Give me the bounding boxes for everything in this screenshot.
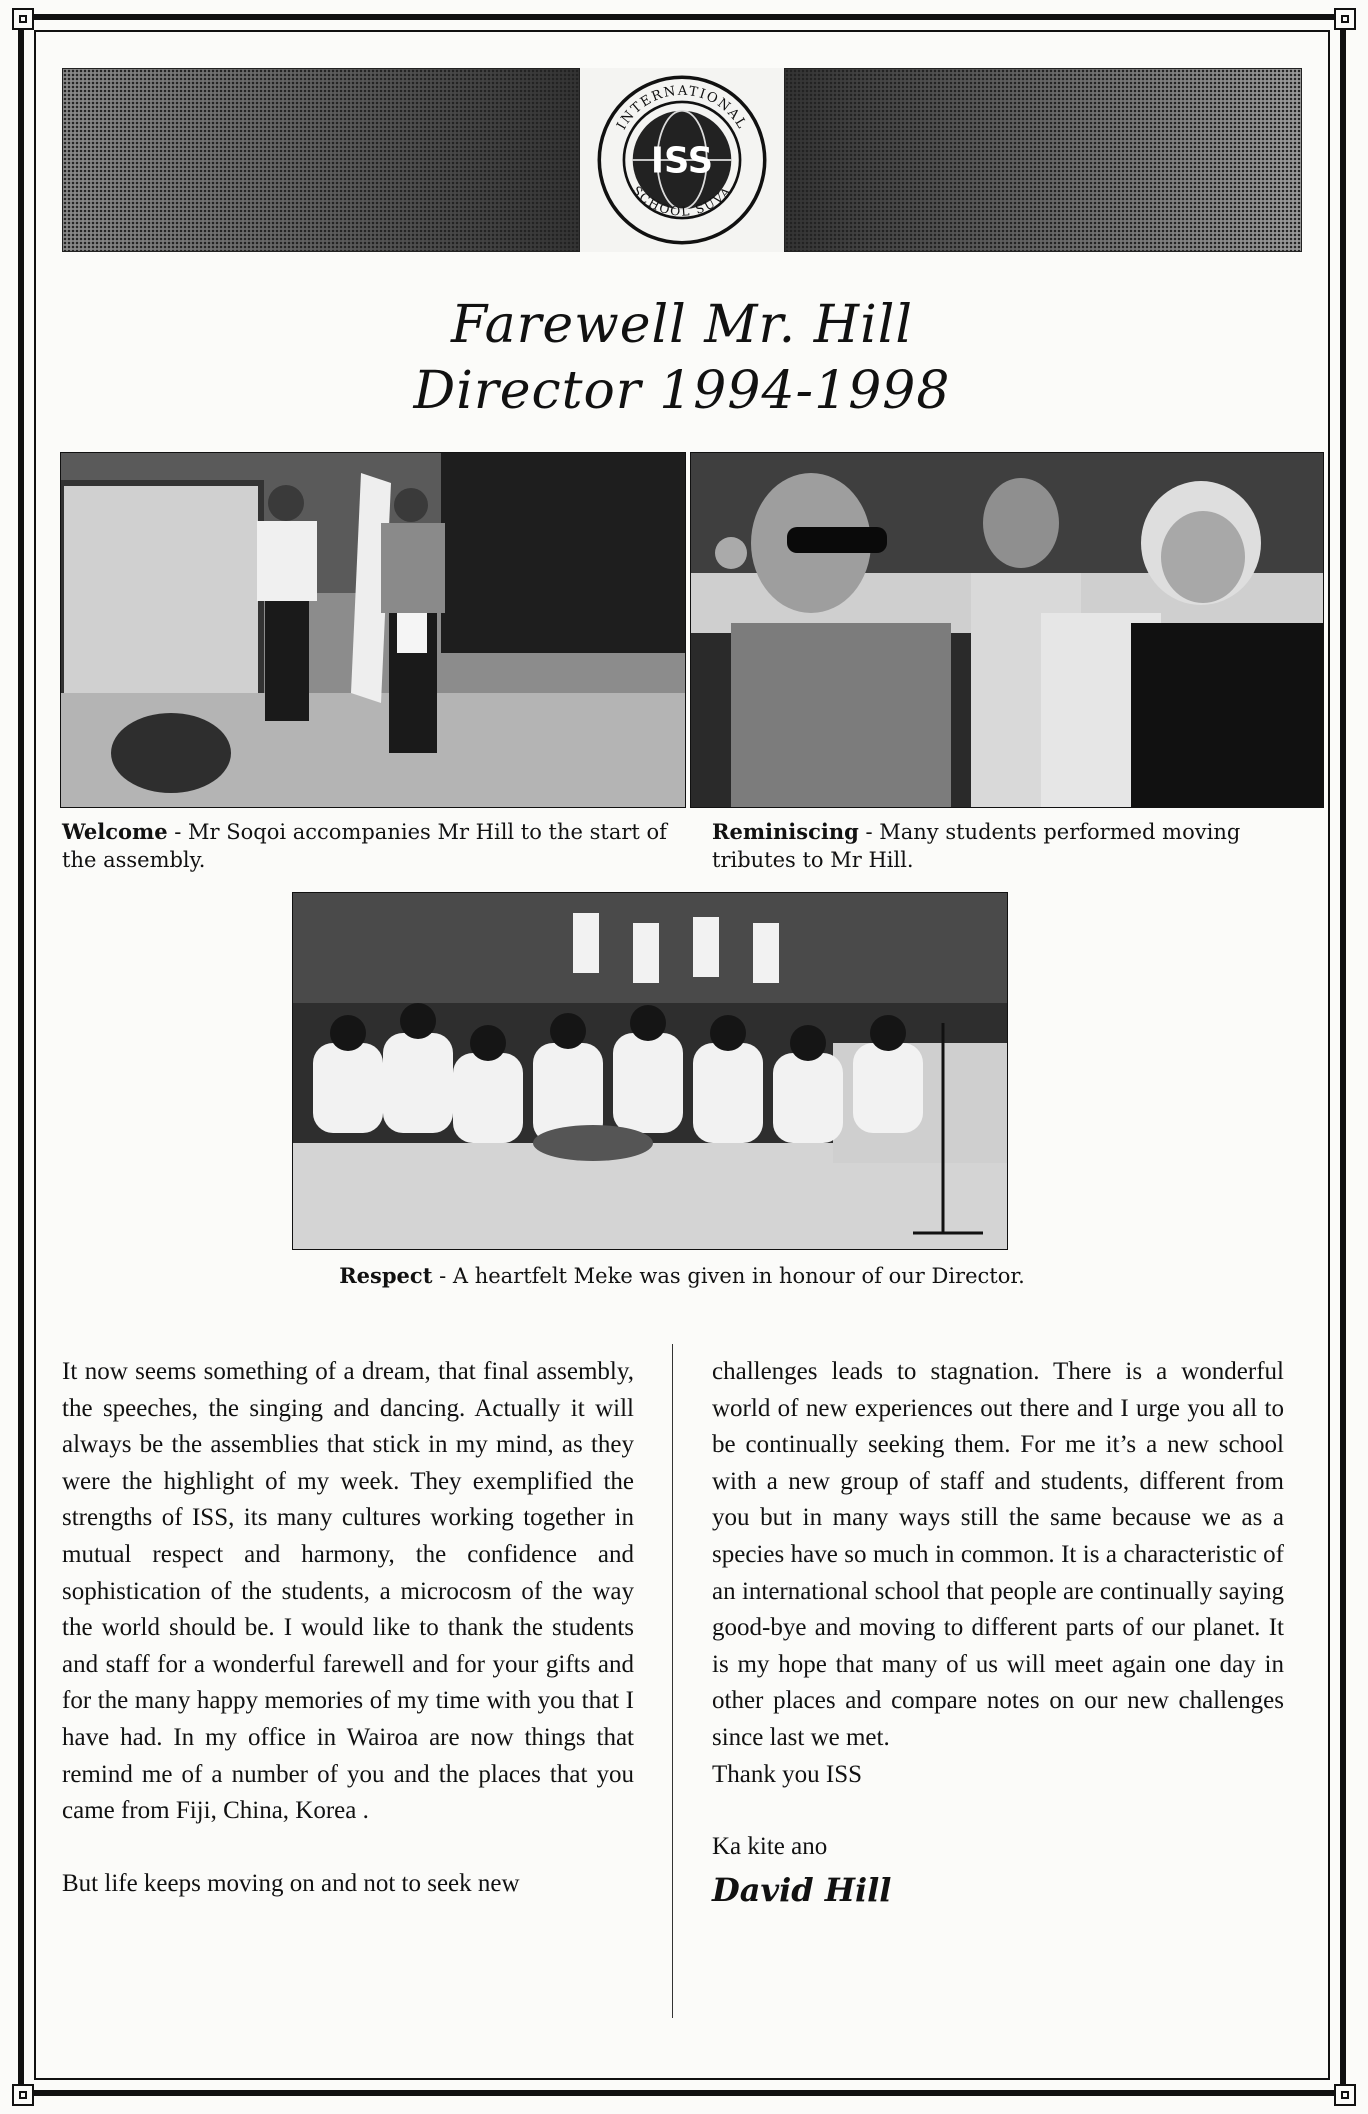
caption-text: - Mr Soqoi accompanies Mr Hill to the start of the assembly. bbox=[62, 820, 667, 872]
letter-column-left bbox=[62, 1354, 634, 1902]
title-line-1: Farewell Mr. Hill bbox=[451, 295, 913, 355]
column-divider bbox=[672, 1344, 673, 2018]
logo-top-text: INTERNATIONAL bbox=[614, 83, 750, 133]
caption-lead: Respect bbox=[339, 1263, 433, 1288]
banner-texture-right bbox=[784, 68, 1302, 252]
letter-column-right bbox=[712, 1354, 1284, 1908]
photo-respect bbox=[292, 892, 1008, 1250]
logo-center-text: ISS bbox=[650, 140, 714, 182]
header-banner bbox=[62, 68, 1302, 252]
caption-lead: Reminiscing bbox=[712, 819, 859, 844]
school-logo bbox=[580, 68, 784, 252]
photo-welcome bbox=[60, 452, 686, 808]
corner-ornament bbox=[1334, 2084, 1356, 2106]
article-title bbox=[62, 292, 1302, 424]
caption-text: - Many students performed moving tributes to Mr Hill. bbox=[712, 820, 1241, 872]
banner-texture-left bbox=[62, 68, 580, 252]
corner-ornament bbox=[1334, 8, 1356, 30]
title-line-2: Director 1994-1998 bbox=[413, 361, 951, 421]
caption-text: - A heartfelt Meke was given in honour of our Director. bbox=[432, 1264, 1025, 1288]
photo-reminiscing bbox=[690, 452, 1324, 808]
caption-welcome bbox=[62, 818, 682, 874]
school-crest-icon bbox=[594, 72, 770, 248]
letter-closing: Ka kite ano bbox=[712, 1833, 828, 1861]
caption-lead: Welcome bbox=[62, 819, 168, 844]
caption-respect bbox=[62, 1262, 1302, 1290]
letter-paragraph: It now seems something of a dream, that final assembly, the speeches, the singing and dancing. Actually it will always be the assemblies that stick in my mind, as they were the highlight of my week. They exemplified the strengths of ISS, its many cultures working together in mutual respect and harmony, the confidence and sophistication of the students, a microcosm of the way the world should be. I would like to thank the students and staff for a wonderful farewell and for your gifts and for the many happy memories of my time with you that I have had. In my office in Wairoa are now things that remind me of a number of you and the places that you came from Fiji, China, Korea . bbox=[62, 1358, 634, 1825]
corner-ornament bbox=[12, 2084, 34, 2106]
logo-bottom-text: SCHOOL SUVA bbox=[629, 183, 735, 219]
letter-paragraph: challenges leads to stagnation. There is a wonderful world of new experiences out there and I urge you all to be continually seeking them. For me it’s a new school with a new group of staff and students, different from you but in many ways still the same because we as a species have so much in common. It is a characteristic of an international school that people are continually saying good-bye and moving to different parts of our planet. It is my hope that many of us will meet again one day in other places and compare notes on our new challenges since last we met. bbox=[712, 1358, 1284, 1751]
letter-paragraph: But life keeps moving on and not to seek new bbox=[62, 1869, 520, 1897]
letter-signature: David Hill bbox=[712, 1870, 892, 1909]
corner-ornament bbox=[12, 8, 34, 30]
letter-thanks: Thank you ISS bbox=[712, 1760, 862, 1788]
caption-reminiscing bbox=[712, 818, 1322, 874]
